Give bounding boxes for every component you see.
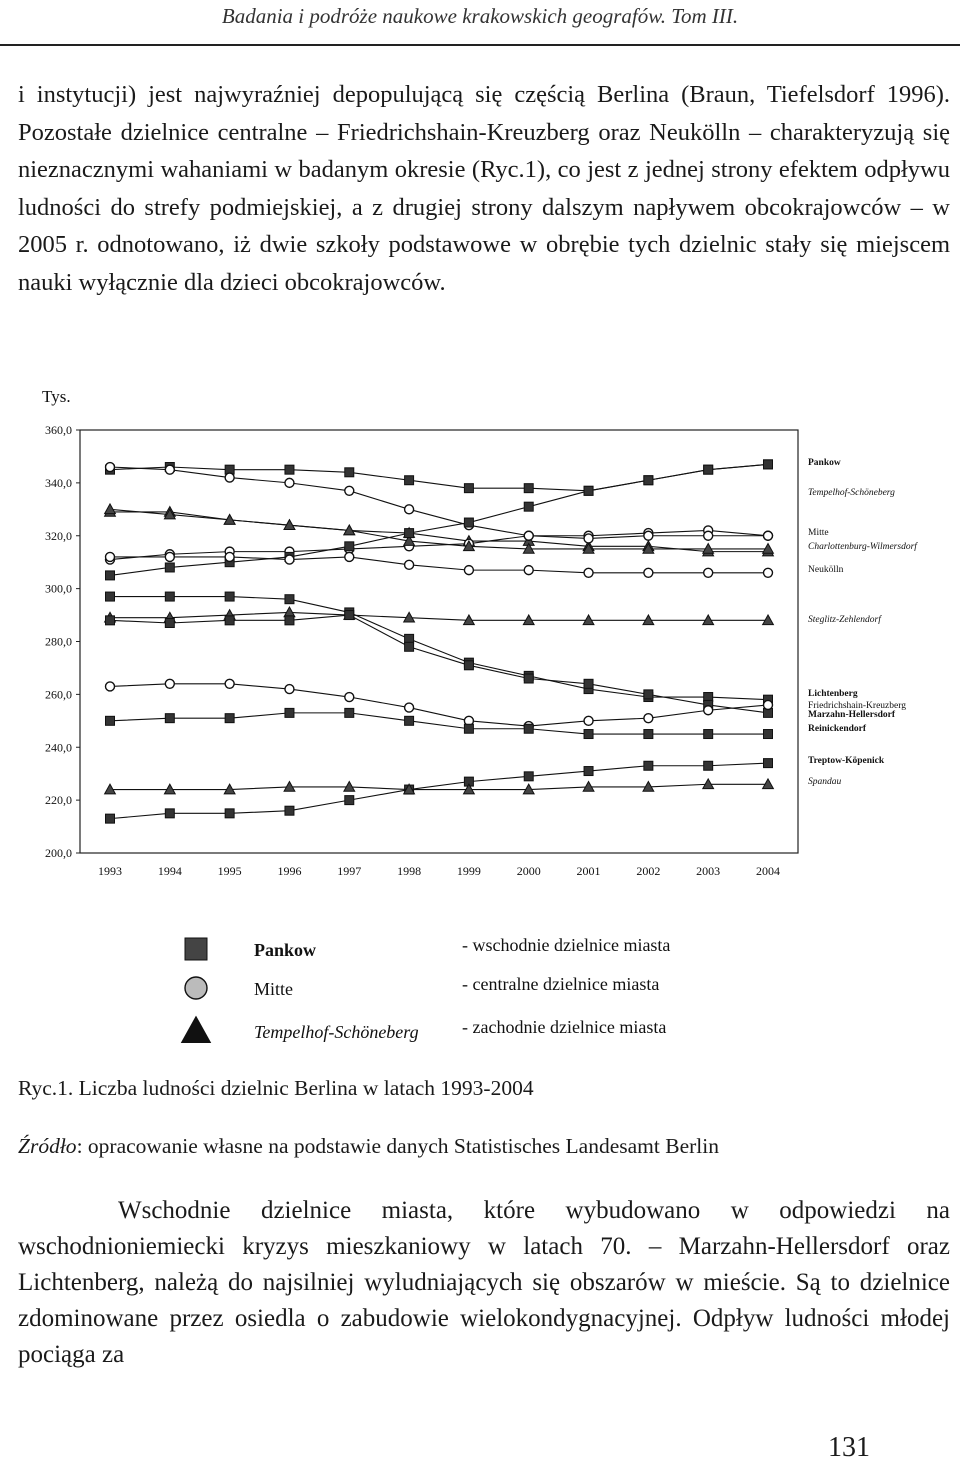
population-line-chart — [0, 380, 960, 1060]
circle-marker — [524, 531, 533, 540]
legend-label: Tempelhof-Schöneberg — [254, 1022, 419, 1042]
series-path — [110, 464, 768, 575]
series-path — [110, 713, 768, 734]
circle-marker — [764, 700, 773, 709]
paragraph-1-text: i instytucji) jest najwyraźniej depopulującą się częścią Berlina (Braun, Tiefelsdorf 1996). Pozostałe dzielnice centralne – Friedrichshain-Kreuzberg oraz Neukölln – charakteryzują się nieznacznymi wahaniami w badanym okresie (Ryc.1), co jest z jednej strony efektem odpływu ludności do strefy podmiejskiej, a z drugiej strony dalszym napływem obcokrajowców – w 2005 r. odnotowano, iż dwie szkoły podstawowe w obrębie tych dzielnic stały się miejscem nauki wyłącznie dla dzieci obcokrajowców. — [18, 81, 950, 296]
y-tick-label: 240,0 — [45, 740, 72, 755]
circle-marker — [285, 555, 294, 564]
square-marker — [764, 759, 773, 768]
series-path — [110, 763, 768, 819]
square-marker — [704, 761, 713, 770]
square-marker — [106, 716, 115, 725]
circle-marker — [764, 531, 773, 540]
square-marker — [285, 708, 294, 717]
circle-marker — [345, 486, 354, 495]
series-label: Mitte — [808, 528, 829, 538]
series-line — [105, 504, 774, 553]
triangle-marker — [182, 1017, 211, 1043]
series-line — [106, 463, 773, 543]
series-line — [106, 708, 773, 738]
square-marker — [524, 724, 533, 733]
circle-marker — [106, 552, 115, 561]
series-label: Treptow-Köpenick — [808, 756, 885, 766]
x-tick-label: 1993 — [98, 864, 122, 878]
legend-label: Mitte — [254, 979, 293, 999]
x-tick-label: 1995 — [217, 864, 242, 878]
series-label: Tempelhof-Schöneberg — [808, 488, 895, 498]
square-marker — [764, 730, 773, 739]
circle-marker — [704, 706, 713, 715]
circle-marker — [584, 716, 593, 725]
circle-marker — [704, 531, 713, 540]
series-path — [110, 557, 768, 573]
y-tick-label: 220,0 — [45, 793, 72, 808]
square-marker — [764, 460, 773, 469]
square-marker — [524, 772, 533, 781]
circle-marker — [405, 560, 414, 569]
square-marker — [285, 806, 294, 815]
square-marker — [285, 465, 294, 474]
series-line — [106, 679, 773, 730]
header-title: Badania i podróże naukowe krakowskich geografów. Tom III. — [221, 4, 739, 28]
square-marker — [704, 730, 713, 739]
circle-marker — [524, 566, 533, 575]
circle-marker — [225, 473, 234, 482]
circle-marker — [584, 534, 593, 543]
square-marker — [405, 529, 414, 538]
x-tick-label: 1996 — [277, 864, 302, 878]
square-marker — [285, 616, 294, 625]
legend-label: Pankow — [254, 940, 317, 960]
circle-marker — [644, 568, 653, 577]
square-marker — [644, 730, 653, 739]
square-marker — [165, 618, 174, 627]
square-marker — [225, 616, 234, 625]
square-marker — [644, 761, 653, 770]
y-axis-label: Tys. — [42, 387, 71, 406]
square-marker — [405, 716, 414, 725]
paragraph-2 — [18, 1193, 950, 1373]
series-line — [106, 611, 773, 718]
square-marker — [704, 465, 713, 474]
circle-marker — [644, 714, 653, 723]
series-label: Steglitz-Zehlendorf — [808, 615, 881, 625]
square-marker — [464, 661, 473, 670]
x-tick-label: 1994 — [157, 864, 182, 878]
paragraph-1 — [18, 76, 950, 301]
circle-marker — [106, 682, 115, 691]
x-tick-label: 2001 — [576, 864, 601, 878]
square-marker — [644, 690, 653, 699]
square-marker — [524, 484, 533, 493]
square-marker — [225, 714, 234, 723]
square-marker — [165, 592, 174, 601]
square-marker — [225, 809, 234, 818]
paragraph-2-text: Wschodnie dzielnice miasta, które wybudowano w odpowiedzi na wschodnioniemiecki kryzys mieszkaniowy w latach 70. – Marzahn-Hellersdorf oraz Lichtenberg, należą do najsilniej wyludniających się obszarów w mieście. Są to dzielnice zdominowane przez osiedla o zabudowie wielokondygnacyjnej. Odpływ ludności młodej pociąga za — [18, 1197, 950, 1368]
square-marker — [405, 642, 414, 651]
triangle-marker — [105, 504, 116, 514]
triangle-marker — [284, 607, 295, 617]
square-marker — [584, 730, 593, 739]
source-label: Źródło — [18, 1134, 77, 1158]
square-marker — [165, 563, 174, 572]
circle-marker — [165, 679, 174, 688]
series-path — [110, 509, 768, 549]
circle-marker — [285, 685, 294, 694]
series-line — [105, 779, 774, 794]
square-marker — [584, 767, 593, 776]
circle-marker — [285, 478, 294, 487]
circle-marker — [584, 568, 593, 577]
square-marker — [225, 592, 234, 601]
source-text: : opracowanie własne na podstawie danych Statistisches Landesamt Berlin — [76, 1134, 719, 1158]
y-tick-label: 320,0 — [45, 528, 72, 543]
y-tick-label: 340,0 — [45, 475, 72, 490]
x-tick-label: 2002 — [636, 864, 661, 878]
circle-marker — [185, 977, 207, 999]
square-marker — [524, 674, 533, 683]
square-marker — [106, 571, 115, 580]
square-marker — [345, 542, 354, 551]
square-marker — [345, 468, 354, 477]
circle-marker — [405, 703, 414, 712]
series-label: Neukölln — [808, 565, 844, 575]
legend-description: - centralne dzielnice miasta — [462, 974, 660, 994]
square-marker — [106, 616, 115, 625]
y-tick-label: 280,0 — [45, 634, 72, 649]
circle-marker — [225, 552, 234, 561]
y-tick-label: 360,0 — [45, 423, 72, 437]
square-marker — [464, 484, 473, 493]
circle-marker — [225, 679, 234, 688]
figure-source — [18, 1134, 719, 1159]
series-path — [110, 615, 768, 713]
square-marker — [464, 518, 473, 527]
circle-marker — [165, 465, 174, 474]
square-marker — [345, 708, 354, 717]
figure-caption: Ryc.1. Liczba ludności dzielnic Berlina w latach 1993-2004 — [18, 1076, 534, 1100]
x-tick-label: 2000 — [516, 864, 541, 878]
square-marker — [106, 592, 115, 601]
series-label: Marzahn-Hellersdorf — [808, 710, 896, 720]
circle-marker — [464, 566, 473, 575]
square-marker — [584, 679, 593, 688]
series-label: Spandau — [808, 777, 842, 787]
square-marker — [584, 486, 593, 495]
series-label: Lichtenberg — [808, 689, 858, 699]
series-label: Friedrichshain-Kreuzberg — [808, 701, 906, 711]
y-tick-label: 200,0 — [45, 846, 72, 860]
square-marker — [345, 611, 354, 620]
series-path — [110, 530, 768, 559]
square-marker — [165, 714, 174, 723]
square-marker — [464, 724, 473, 733]
series-line — [106, 460, 773, 580]
square-marker — [106, 814, 115, 823]
page-number: 131 — [828, 1432, 870, 1463]
series-path — [110, 684, 768, 726]
legend-description: - wschodnie dzielnice miasta — [462, 935, 671, 955]
series-line — [105, 607, 774, 625]
circle-marker — [345, 693, 354, 702]
circle-marker — [165, 552, 174, 561]
series-line — [106, 592, 773, 704]
series-label: Pankow — [808, 458, 841, 468]
square-marker — [405, 476, 414, 485]
series-line — [106, 759, 773, 824]
y-tick-label: 300,0 — [45, 581, 72, 596]
y-tick-label: 260,0 — [45, 687, 72, 702]
square-marker — [524, 502, 533, 511]
legend-description: - zachodnie dzielnice miasta — [462, 1017, 667, 1037]
square-marker — [185, 938, 207, 960]
x-tick-label: 2003 — [696, 864, 721, 878]
circle-marker — [764, 568, 773, 577]
series-line — [106, 526, 773, 564]
square-marker — [165, 809, 174, 818]
running-header — [0, 0, 960, 46]
circle-marker — [106, 463, 115, 472]
square-marker — [285, 595, 294, 604]
series-line — [106, 460, 773, 495]
circle-marker — [644, 531, 653, 540]
series-label: Charlottenburg-Wilmersdorf — [808, 542, 917, 552]
x-tick-label: 1997 — [337, 864, 362, 878]
x-tick-label: 2004 — [756, 864, 780, 878]
series-path — [110, 612, 768, 620]
circle-marker — [704, 568, 713, 577]
circle-marker — [405, 505, 414, 514]
square-marker — [644, 476, 653, 485]
x-tick-label: 1999 — [456, 864, 481, 878]
series-label: Reinickendorf — [808, 724, 867, 734]
circle-marker — [345, 552, 354, 561]
series-path — [110, 464, 768, 490]
x-tick-label: 1998 — [397, 864, 422, 878]
square-marker — [345, 796, 354, 805]
